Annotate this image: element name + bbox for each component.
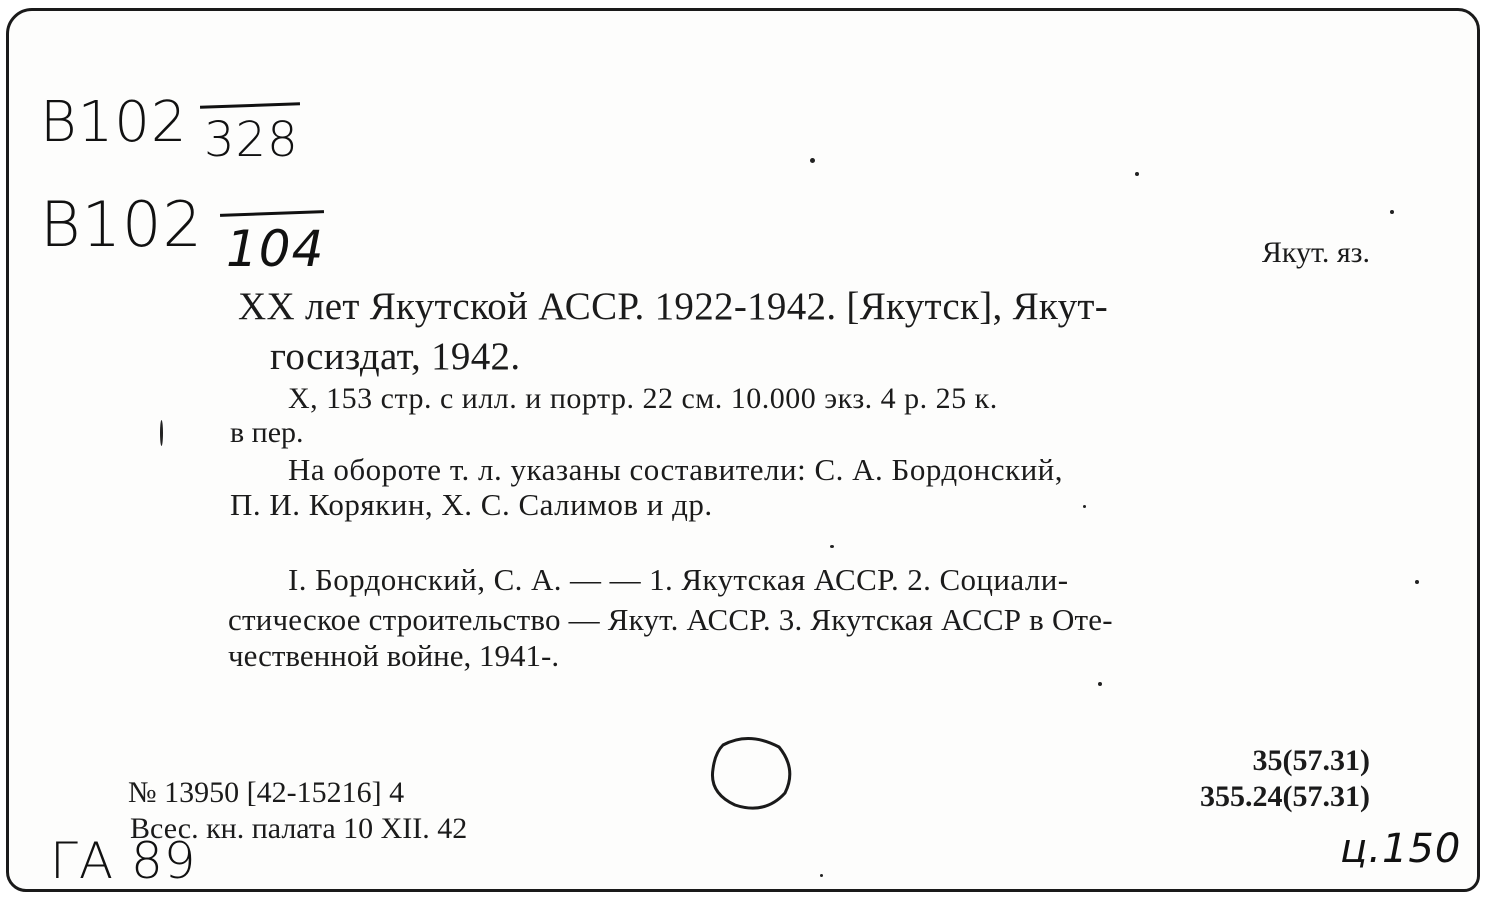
note-line-2: П. И. Корякин, Х. С. Салимов и др. [230,487,713,522]
scan-speck [1135,172,1139,176]
handwritten-bottom-left-note: ГА 89 [50,832,197,890]
handwritten-shelf-mark-2-denominator: 104 [220,212,324,282]
language-note: Якут. яз. [1261,236,1370,269]
registry-number: № 13950 [42-15216] 4 [128,776,405,809]
tracing-line-1: I. Бордонский, С. А. — — 1. Якутская АССР. 2. Социали- [288,562,1069,597]
handwritten-shelf-mark-1-prefix: B102 [40,90,188,155]
title-line-2: госиздат, 1942. [270,335,521,378]
scan-speck [1415,580,1419,584]
scan-speck [1098,682,1102,686]
handwritten-bottom-right-note: ц.150 [1340,826,1462,872]
chamber-date: Всес. кн. палата 10 XII. 42 [130,812,468,845]
scan-speck [1083,505,1086,508]
class-code-2: 355.24(57.31) [1200,780,1370,813]
note-line-1: На обороте т. л. указаны составители: С. А. Бордонский, [288,452,1064,487]
tracing-line-3: чественной войне, 1941-. [228,638,560,673]
scan-speck [160,420,163,446]
description-line-2: в пер. [230,416,304,449]
scan-speck [810,158,815,163]
title-line-1: XX лет Якутской АССР. 1922-1942. [Якутск], Якут- [238,285,1109,328]
tracing-line-2: стическое строительство — Якут. АССР. 3. Якутская АССР в Оте- [228,602,1113,637]
scan-speck [820,874,823,877]
description-line-1: X, 153 стр. с илл. и портр. 22 см. 10.000 экз. 4 р. 25 к. [288,382,998,415]
class-code-1: 35(57.31) [1252,744,1370,777]
handwritten-shelf-mark-1-denominator: 328 [200,104,300,164]
scan-speck [830,545,834,548]
handwritten-shelf-mark-2-prefix: B102 [40,188,203,261]
stamp-circle [705,735,793,811]
scan-speck [1390,210,1394,214]
